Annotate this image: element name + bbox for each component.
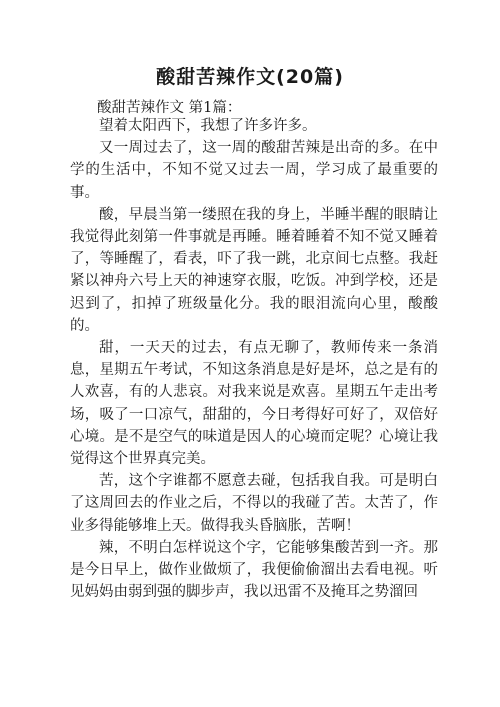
paragraph: 甜，一天天的过去，有点无聊了，教师传来一条消息，星期五午考试，不知这条消息是好是坏，总之是有的人欢喜，有的人悲哀。对我来说是欢喜。星期五午走出考场，吸了一口凉气，甜甜的，今日考得好可好了，双倍好心境。是不是空气的味道是因人的心境而定呢？心境让我觉得这个世界真完美。 (70, 340, 438, 468)
paragraph: 酸，早晨当第一缕照在我的身上，半睡半醒的眼睛让我觉得此刻第一件事就是再睡。睡着睡着不知不觉又睡着了，等睡醒了，看表，吓了我一跳，北京间七点整。我赶紧以神舟六号上天的神速穿衣服，吃饭。冲到学校，还是迟到了，扣掉了班级量化分。我的眼泪流向心里，酸酸的。 (70, 206, 438, 334)
paragraph: 又一周过去了，这一周的酸甜苦辣是出奇的多。在中学的生活中，不知不觉又过去一周，学习成了最重要的事。 (70, 140, 438, 201)
paragraph: 苦，这个字谁都不愿意去碰，包括我自我。可是明白了这周回去的作业之后，不得以的我碰了苦。太苦了，作业多得能够堆上天。做得我头昏脑胀，苦啊！ (70, 473, 438, 534)
section-heading: 酸甜苦辣作文 第1篇： (97, 100, 242, 116)
paragraph: 望着太阳西下，我想了许多许多。 (99, 118, 317, 134)
paragraph: 辣，不明白怎样说这个字，它能够集酸苦到一齐。那是今日早上，做作业做烦了，我便偷偷溜出去看电视。听见妈妈由弱到强的脚步声，我以迅雷不及掩耳之势溜回 (70, 539, 438, 601)
document-title: 酸甜苦辣作文(20篇) (156, 66, 344, 88)
essay-body (70, 115, 438, 603)
